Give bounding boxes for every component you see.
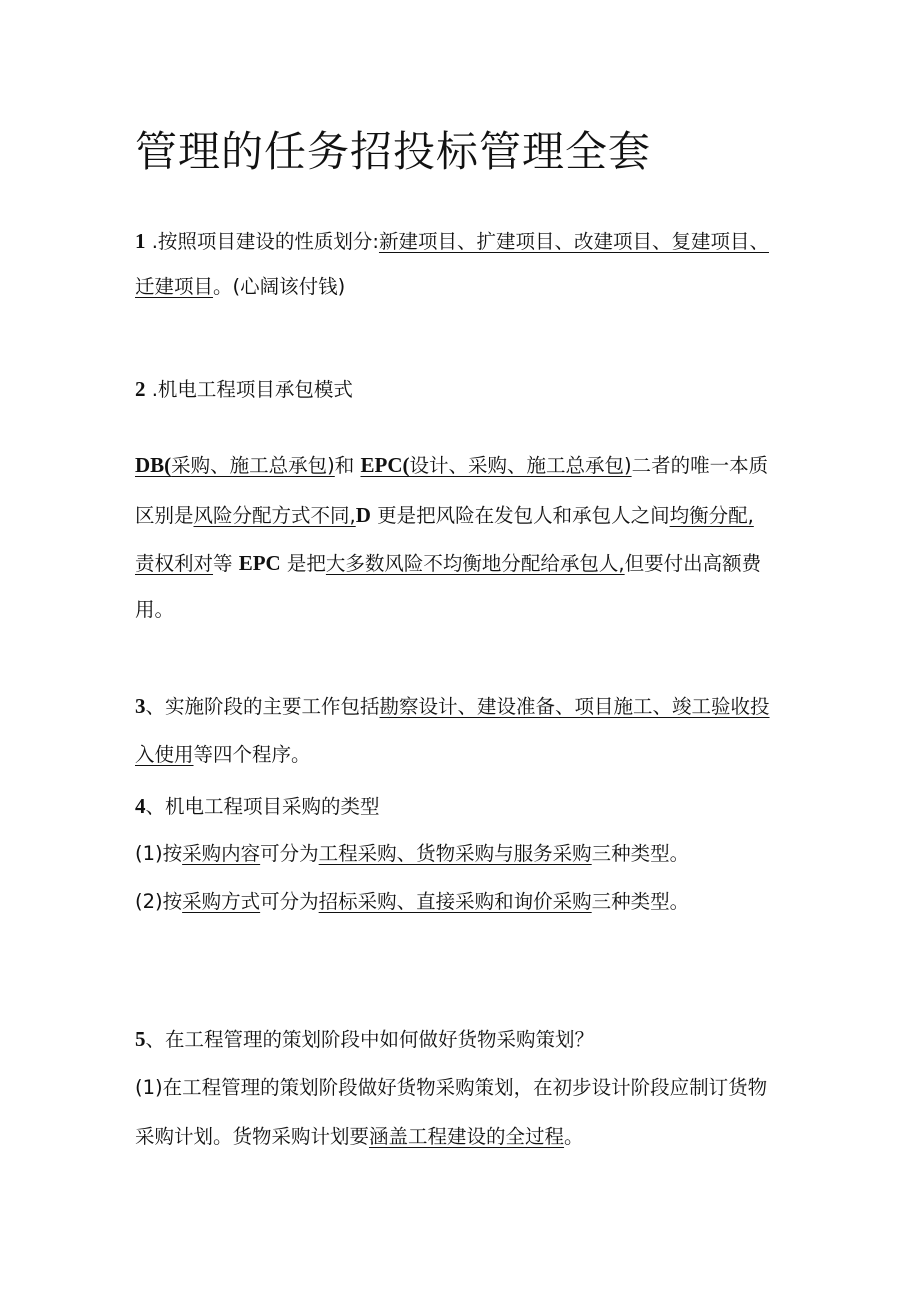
section-3-lead: 、实施阶段的主要工作包括 bbox=[145, 695, 380, 718]
item-2-divide: 可分为 bbox=[260, 890, 319, 913]
item-1-prefix: (1)按 bbox=[135, 842, 183, 865]
p1-etc: 等 bbox=[213, 552, 239, 575]
section-4-text: 、机电工程项目采购的类型 bbox=[145, 795, 380, 818]
paragraph-1-line-4 bbox=[135, 595, 174, 625]
section-2-heading bbox=[135, 374, 353, 405]
p1-responsibility: 责权利对 bbox=[135, 552, 214, 575]
section-5-line-2 bbox=[135, 1122, 584, 1152]
section-2-text: .机电工程项目承包模式 bbox=[145, 378, 353, 401]
item-2-suffix: 三种类型。 bbox=[591, 890, 690, 913]
item-2-criterion: 采购方式 bbox=[182, 890, 261, 913]
p1-epc: EPC bbox=[238, 551, 281, 575]
section-4-heading bbox=[135, 791, 380, 822]
section-2-number: 2 bbox=[135, 377, 146, 401]
section-1-tail: 。(心阔该付钱) bbox=[213, 275, 346, 298]
item-1-types: 工程采购、货物采购与服务采购 bbox=[318, 842, 592, 865]
paragraph-1-line-1 bbox=[135, 450, 768, 481]
p1-essence: 二者的唯一本质 bbox=[631, 454, 769, 477]
paragraph-1-line-2 bbox=[135, 500, 754, 531]
section-4-item-2 bbox=[135, 887, 689, 917]
p1-is: 是把 bbox=[280, 552, 326, 575]
p1-cost: 但要付出高额费 bbox=[624, 552, 762, 575]
section-1-lead: .按照项目建设的性质划分: bbox=[145, 230, 379, 253]
p1-and: 和 bbox=[334, 454, 361, 477]
section-4-item-1 bbox=[135, 839, 689, 869]
section-4-number: 4 bbox=[135, 794, 146, 818]
item-1-suffix: 三种类型。 bbox=[591, 842, 690, 865]
p1-end: 用。 bbox=[135, 598, 175, 621]
epc-desc: 设计、采购、施工总承包) bbox=[409, 454, 632, 477]
item-1-divide: 可分为 bbox=[260, 842, 319, 865]
section-5-body-2a: 采购计划。货物采购计划要 bbox=[135, 1125, 370, 1148]
section-5-number: 5 bbox=[135, 1027, 146, 1051]
section-3-underlined-2: 入使用 bbox=[135, 743, 194, 766]
item-1-criterion: 采购内容 bbox=[182, 842, 261, 865]
section-5-body-1: (1)在工程管理的策划阶段做好货物采购策划，在初步设计阶段应制订货物 bbox=[135, 1076, 768, 1099]
section-1-line-1 bbox=[135, 226, 769, 257]
db-label: DB( bbox=[135, 453, 172, 477]
item-2-types: 招标采购、直接采购和询价采购 bbox=[318, 890, 592, 913]
p1-d: D bbox=[355, 503, 371, 527]
p1-unbalanced: 大多数风险不均衡地分配给承包人, bbox=[325, 552, 625, 575]
document-title: 管理的任务招投标管理全套 bbox=[135, 127, 652, 176]
section-1-underlined-1: 新建项目、扩建项目、改建项目、复建项目、 bbox=[378, 230, 769, 253]
epc-label: EPC( bbox=[360, 453, 410, 477]
section-5-heading bbox=[135, 1024, 594, 1055]
section-3-tail: 等四个程序。 bbox=[193, 743, 311, 766]
db-desc: 采购、施工总承包) bbox=[171, 454, 335, 477]
section-3-number: 3 bbox=[135, 694, 146, 718]
p1-balanced: 均衡分配, bbox=[669, 504, 754, 527]
section-5-line-1 bbox=[135, 1073, 767, 1103]
p1-between: 更是把风险在发包人和承包人之间 bbox=[370, 504, 670, 527]
section-5-underlined: 涵盖工程建设的全过程 bbox=[369, 1125, 565, 1148]
p1-risk-method: 风险分配方式不同, bbox=[193, 504, 356, 527]
section-1-line-2 bbox=[135, 272, 345, 302]
section-5-body-2c: 。 bbox=[564, 1125, 584, 1148]
section-5-text: 、在工程管理的策划阶段中如何做好货物采购策划？ bbox=[145, 1028, 595, 1051]
section-1-underlined-2: 迁建项目 bbox=[135, 275, 214, 298]
section-3-line-2 bbox=[135, 740, 311, 770]
section-3-underlined-1: 勘察设计、建设准备、项目施工、竣工验收投 bbox=[379, 695, 770, 718]
section-3-line-1 bbox=[135, 691, 770, 722]
p1-difference: 区别是 bbox=[135, 504, 194, 527]
section-1-number: 1 bbox=[135, 229, 146, 253]
item-2-prefix: (2)按 bbox=[135, 890, 183, 913]
paragraph-1-line-3 bbox=[135, 548, 761, 579]
